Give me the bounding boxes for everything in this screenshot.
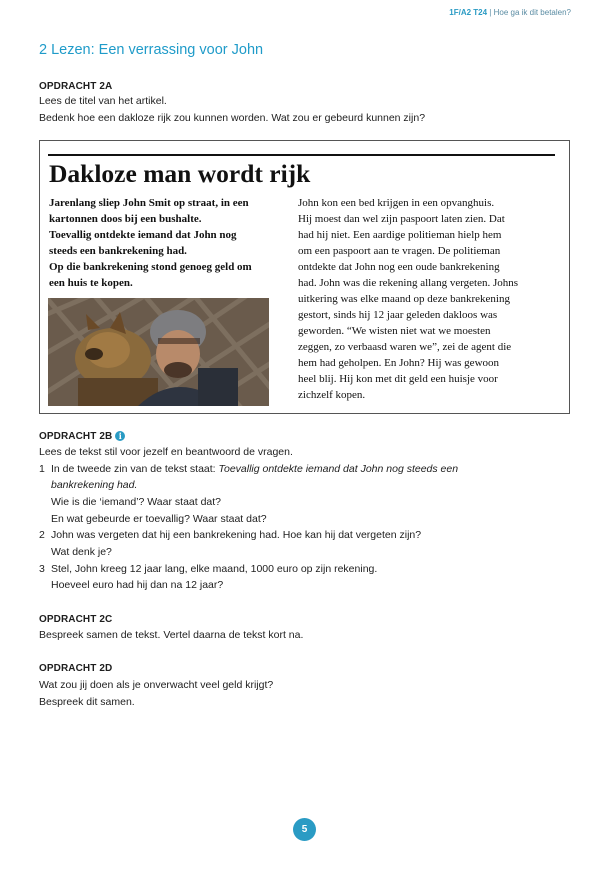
question-text: Stel, John kreeg 12 jaar lang, elke maand, 1000 euro op zijn rekening. bbox=[51, 563, 378, 575]
body-line: heel blij. Hij kon met dit geld een huisje voor bbox=[298, 373, 498, 385]
question-number: 2 bbox=[39, 529, 45, 541]
article-photo-man-with-dog bbox=[48, 298, 269, 406]
question-3 bbox=[39, 563, 377, 575]
article-body bbox=[298, 195, 563, 403]
body-line: geworden. “We wisten niet wat we moesten bbox=[298, 325, 491, 337]
opdracht-2a-title: OPDRACHT 2A bbox=[39, 81, 113, 92]
newspaper-article bbox=[39, 140, 570, 414]
question-1-line: En wat gebeurde er toevallig? Waar staat dat? bbox=[51, 513, 267, 525]
question-1 bbox=[39, 463, 458, 475]
lead-line: een huis te kopen. bbox=[49, 277, 133, 289]
body-line: om een paspoort aan te vragen. De politieman bbox=[298, 245, 501, 257]
question-3-line: Hoeveel euro had hij dan na 12 jaar? bbox=[51, 579, 224, 591]
lead-line: steeds een bankrekening had. bbox=[49, 245, 187, 257]
photo-illustration bbox=[48, 298, 269, 406]
question-2 bbox=[39, 529, 421, 541]
opdracht-2d-line: Wat zou jij doen als je onverwacht veel geld krijgt? bbox=[39, 679, 274, 691]
opdracht-2b-title bbox=[39, 431, 125, 442]
body-line: ontdekte dat John nog een oude bankrekening bbox=[298, 261, 500, 273]
body-line: uitkering was elke maand op deze bankrekening bbox=[298, 293, 510, 305]
article-headline: Dakloze man wordt rijk bbox=[49, 159, 311, 188]
question-number: 1 bbox=[39, 463, 45, 475]
question-text: In de tweede zin van de tekst staat: bbox=[51, 463, 219, 475]
question-quote: bankrekening had. bbox=[51, 479, 138, 491]
body-line: Hij moest dan wel zijn paspoort laten zien. Dat bbox=[298, 213, 505, 225]
body-line: gestort, sinds hij 12 jaar geleden dakloos was bbox=[298, 309, 498, 321]
page-number: 5 bbox=[293, 818, 316, 841]
question-quote: Toevallig ontdekte iemand dat John nog steeds een bbox=[218, 463, 459, 475]
question-1-quote-cont bbox=[51, 479, 137, 491]
question-1-line: Wie is die ‘iemand’? Waar staat dat? bbox=[51, 496, 222, 508]
chapter-code: 1F/A2 T24 bbox=[449, 8, 488, 17]
lead-line: kartonnen doos bij een bushalte. bbox=[49, 213, 202, 225]
opdracht-2b-label: OPDRACHT 2B bbox=[39, 431, 113, 442]
opdracht-2c-title: OPDRACHT 2C bbox=[39, 614, 113, 625]
body-line: hem had geholpen. En John? Hij was gewoon bbox=[298, 357, 500, 369]
chapter-subtitle: Hoe ga ik dit betalen? bbox=[493, 8, 571, 17]
section-title: 2 Lezen: Een verrassing voor John bbox=[39, 42, 264, 58]
opdracht-2b-intro: Lees de tekst stil voor jezelf en beantwoord de vragen. bbox=[39, 446, 293, 458]
article-lead bbox=[49, 195, 289, 291]
lead-line: Toevallig ontdekte iemand dat John nog bbox=[49, 229, 237, 241]
header-separator: | bbox=[487, 8, 494, 17]
opdracht-2d-line: Bespreek dit samen. bbox=[39, 696, 135, 708]
info-icon[interactable]: i bbox=[115, 431, 125, 441]
headline-rule bbox=[48, 154, 555, 156]
opdracht-2c-line: Bespreek samen de tekst. Vertel daarna de tekst kort na. bbox=[39, 629, 304, 641]
opdracht-2a-line: Bedenk hoe een dakloze rijk zou kunnen worden. Wat zou er gebeurd kunnen zijn? bbox=[39, 112, 426, 124]
question-number: 3 bbox=[39, 563, 45, 575]
body-line: had hij niet. Een aardige politieman hielp hem bbox=[298, 229, 502, 241]
question-2-line: Wat denk je? bbox=[51, 546, 112, 558]
lead-line: Jarenlang sliep John Smit op straat, in een bbox=[49, 197, 249, 209]
header-tag bbox=[449, 8, 571, 17]
body-line: John kon een bed krijgen in een opvanghuis. bbox=[298, 197, 495, 209]
body-line: had. John was die rekening allang vergeten. Johns bbox=[298, 277, 519, 289]
lead-line: Op die bankrekening stond genoeg geld om bbox=[49, 261, 252, 273]
opdracht-2a-line: Lees de titel van het artikel. bbox=[39, 95, 167, 107]
body-line: zeggen, zo verbaasd waren we”, zei de agent die bbox=[298, 341, 512, 353]
question-text: John was vergeten dat hij een bankrekening had. Hoe kan hij dat vergeten zijn? bbox=[51, 529, 422, 541]
body-line: zichzelf kopen. bbox=[298, 389, 366, 401]
opdracht-2d-title: OPDRACHT 2D bbox=[39, 663, 113, 674]
